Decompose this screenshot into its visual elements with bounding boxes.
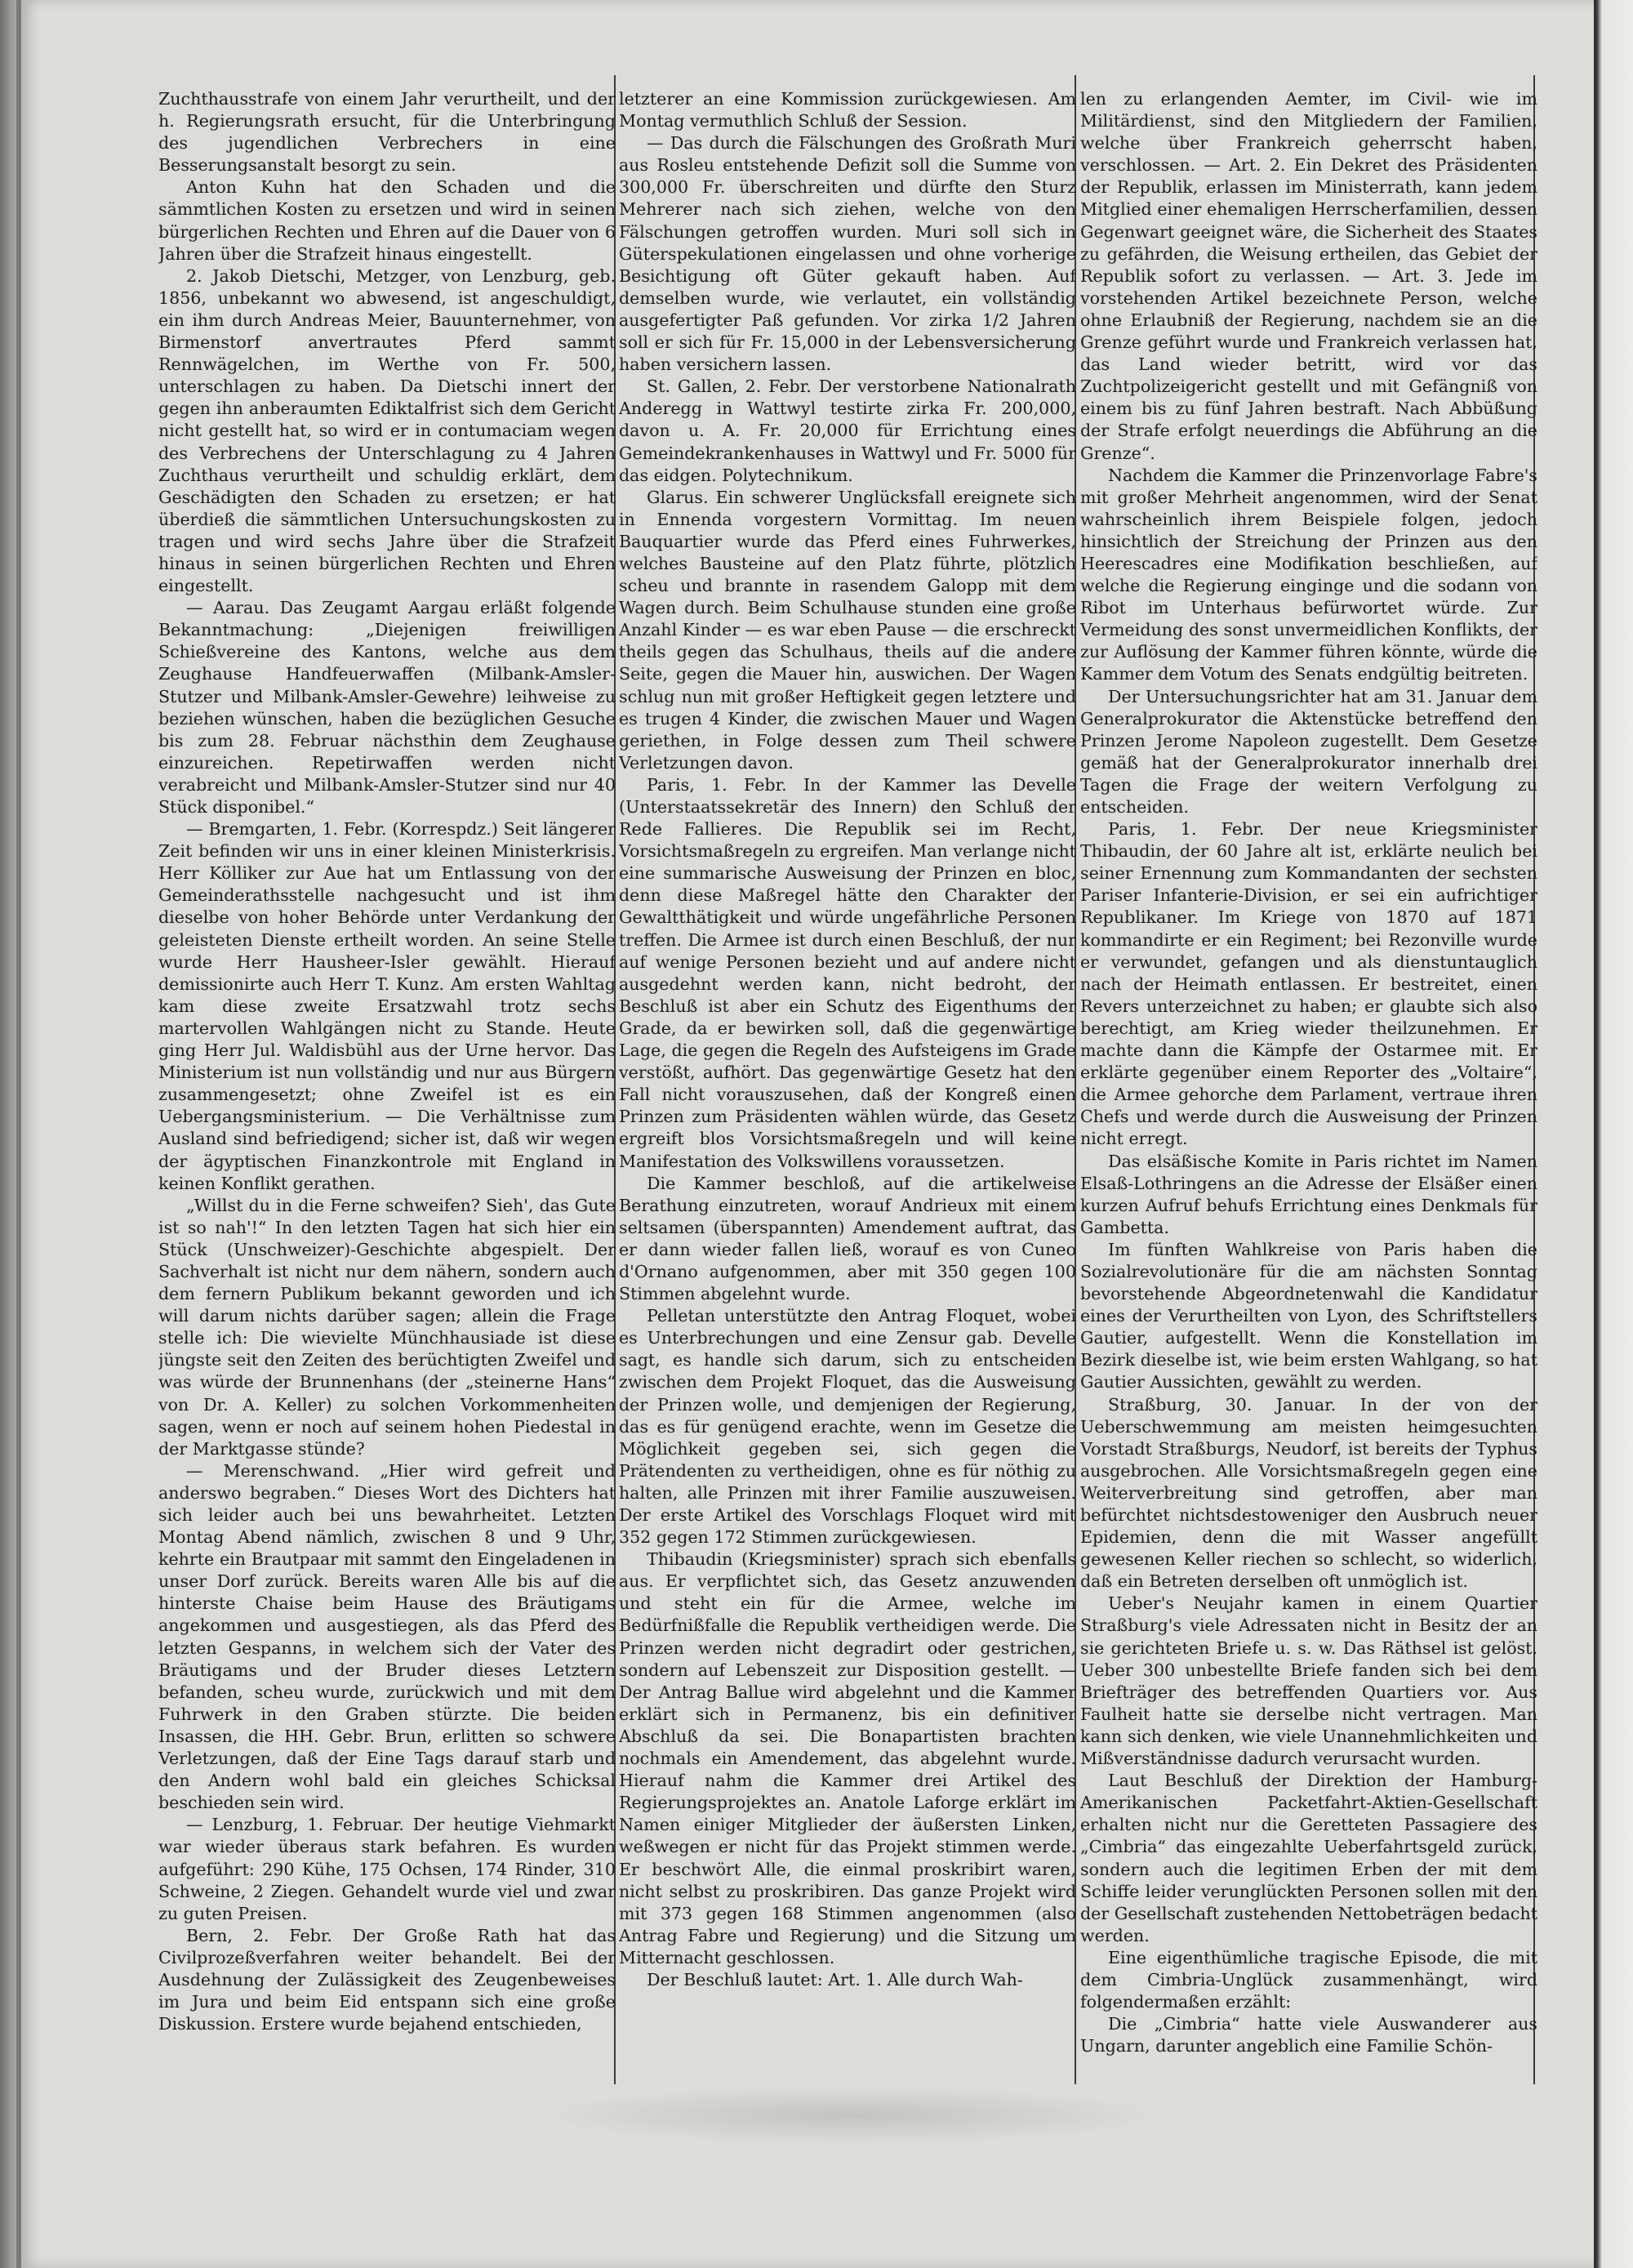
paragraph: — Aarau. Das Zeugamt Aargau erläßt folgende Bekanntmachung: „Diejenigen freiwilligen Schießvereine des Kantons, welche aus dem Zeughause Handfeuerwaffen (Milbank-Amsler-Stutzer und Milbank-Amsler-Gewehre) leihweise zu beziehen wünschen, haben die bezüglichen Gesuche bis zum 28. Februar nächsthin dem Zeughause einzureichen. Repetirwaffen werden nicht verabreicht und Milbank-Amsler-Stutzer sind nur 40 Stück disponibel.“ [158, 598, 616, 817]
paragraph: Straßburg, 30. Januar. In der von der Ueberschwemmung am meisten heimgesuchten Vorstadt Straßburgs, Neudorf, ist bereits der Typhus ausgebrochen. Alle Vorsichtsmaßregeln gegen eine Weiterverbreitung sind getroffen, aber man befürchtet nichtsdestoweniger den Ausbruch neuer Epidemien, denn die mit Wasser angefüllt gewesenen Keller riechen so schlecht, so widerlich, daß ein Betreten derselben oft unmöglich ist. [1080, 1394, 1537, 1592]
paragraph: Paris, 1. Febr. In der Kammer las Develle (Unterstaatssekretär des Innern) den Schluß der Rede Fallieres. Die Republik sei im Recht, Vorsichtsmaßregeln zu ergreifen. Man verlange nicht eine summarische Ausweisung der Prinzen en bloc, denn diese Maßregel hätte den Charakter der Gewaltthätigkeit und würde ungefährliche Personen treffen. Die Armee ist durch einen Beschluß, der nur auf wenige Personen bezieht und auf andere nicht ausgedehnt werden kann, nicht bedroht, der Beschluß ist aber ein Schutz des Eigenthums der Grade, da er bewirken soll, daß die gegenwärtige Lage, die gegen die Regeln des Aufsteigens im Grade verstößt, aufhört. Das gegenwärtige Gesetz hat den Fall nicht vorauszusehen, daß der Kongreß einen Prinzen zum Präsidenten wählen würde, das Gesetz ergreift blos Vorsichtsmaßregeln und will keine Manifestation des Volkswillens voraussetzen. [619, 774, 1076, 1171]
paragraph: Bern, 2. Febr. Der Große Rath hat das Civilprozeßverfahren weiter behandelt. Bei der Ausdehnung der Zulässigkeit des Zeugenbeweises im Jura und beim Eid entspann sich eine große Diskussion. Erstere wurde bejahend entschieden, [158, 1925, 616, 2034]
text-column-3 [1080, 88, 1537, 2081]
paragraph: Eine eigenthümliche tragische Episode, die mit dem Cimbria-Unglück zusammenhängt, wird folgendermaßen erzählt: [1080, 1947, 1537, 2012]
paragraph: Im fünften Wahlkreise von Paris haben die Sozialrevolutionäre für die am nächsten Sonntag bevorstehende Abgeordnetenwahl die Kandidatur eines der Verurtheilten von Lyon, des Schriftstellers Gautier, aufgestellt. Wenn die Konstellation im Bezirk dieselbe ist, wie beim ersten Wahlgang, so hat Gautier Aussichten, gewählt zu werden. [1080, 1239, 1537, 1392]
paragraph: 2. Jakob Dietschi, Metzger, von Lenzburg, geb. 1856, unbekannt wo abwesend, ist angeschuldigt, ein ihm durch Andreas Meier, Bauunternehmer, von Birmenstorf anvertrautes Pferd sammt Rennwägelchen, im Werthe von Fr. 500, unterschlagen zu haben. Da Dietschi innert der gegen ihn anberaumten Ediktalfrist sich dem Gericht nicht gestellt hat, so wird er in contumaciam wegen des Verbrechens der Unterschlagung zu 4 Jahren Zuchthaus verurtheilt und schuldig erklärt, dem Geschädigten den Schaden zu ersetzen; er hat überdieß die sämmtlichen Untersuchungskosten zu tragen und wird sechs Jahre über die Strafzeit hinaus in seinen bürgerlichen Rechten und Ehren eingestellt. [158, 265, 616, 596]
paragraph: — Merenschwand. „Hier wird gefreit und anderswo begraben.“ Dieses Wort des Dichters hat sich leider auch bei uns bewahrheitet. Letzten Montag Abend nämlich, zwischen 8 und 9 Uhr, kehrte ein Brautpaar mit sammt den Eingeladenen in unser Dorf zurück. Bereits waren Alle bis auf die hinterste Chaise beim Hause des Bräutigams angekommen und ausgestiegen, als das Pferd des letzten Gespanns, in welchem sich der Vater des Bräutigams und der Bruder dieses Letztern befanden, scheu wurde, zurückwich und mit dem Fuhrwerk in den Graben stürzte. Die beiden Insassen, die HH. Gebr. Brun, erlitten so schwere Verletzungen, daß der Eine Tags darauf starb und den Andern wohl bald ein gleiches Schicksal beschieden sein wird. [158, 1460, 616, 1813]
paragraph: Zuchthausstrafe von einem Jahr verurtheilt, und der h. Regierungsrath ersucht, für die Unterbringung des jugendlichen Verbrechers in eine Besserungsanstalt besorgt zu sein. [158, 89, 616, 176]
text-column-1 [158, 88, 616, 2081]
paragraph: „Willst du in die Ferne schweifen? Sieh', das Gute ist so nah'!“ In den letzten Tagen hat sich hier ein Stück (Unschweizer)-Geschichte abgespielt. Der Sachverhalt ist nicht nur dem nähern, sondern auch dem fernern Publikum bekannt geworden und ich will darum nichts darüber sagen; allein die Frage stelle ich: Die wievielte Münchhausiade ist diese jüngste seit den Zeiten des berüchtigten Zweifel und was würde der Brunnenhans (der „steinerne Hans“ von Dr. A. Keller) zu solchen Vorkommenheiten sagen, wenn er noch auf seinem hohen Piedestal in der Marktgasse stünde? [158, 1195, 616, 1459]
paragraph: Die Kammer beschloß, auf die artikelweise Berathung einzutreten, worauf Andrieux mit einem seltsamen (überspannten) Amendement auftrat, das er dann wieder fallen ließ, worauf es von Cuneo d'Ornano aufgenommen, aber mit 350 gegen 100 Stimmen abgelehnt wurde. [619, 1173, 1076, 1304]
next-page-edge [1594, 0, 1633, 2268]
paragraph: Laut Beschluß der Direktion der Hamburg-Amerikanischen Packetfahrt-Aktien-Gesellschaft erhalten nicht nur die Geretteten Passagiere des „Cimbria“ das eingezahlte Ueberfahrtsgeld zurück, sondern auch die legitimen Erben der mit dem Schiffe leider verunglückten Personen sollen mit den der Gesellschaft zustehenden Nettobeträgen bedacht werden. [1080, 1771, 1537, 1945]
paragraph: St. Gallen, 2. Febr. Der verstorbene Nationalrath Anderegg in Wattwyl testirte zirka Fr. 200,000, davon u. A. Fr. 20,000 für Errichtung eines Gemeindekrankenhauses in Wattwyl und Fr. 5000 für das eidgen. Polytechnikum. [619, 377, 1076, 485]
paragraph: Ueber's Neujahr kamen in einem Quartier Straßburg's viele Adressaten nicht in Besitz der an sie gerichteten Briefe u. s. w. Das Räthsel ist gelöst. Ueber 300 unbestellte Briefe fanden sich bei dem Briefträger des betreffenden Quartiers vor. Aus Faulheit hatte sie derselbe nicht vertragen. Man kann sich denken, wie viele Unannehmlichkeiten und Mißverständnisse dadurch verursacht wurden. [1080, 1593, 1537, 1769]
paragraph: Pelletan unterstützte den Antrag Floquet, wobei es Unterbrechungen und eine Zensur gab. Develle sagt, es handle sich darum, sich zu entscheiden zwischen dem Projekt Floquet, das die Ausweisung der Prinzen wolle, und demjenigen der Regierung, das es für genügend erachte, wenn im Gesetze die Möglichkeit gegeben sei, sich gegen die Prätendenten zu vertheidigen, ohne es für nöthig zu halten, alle Prinzen mit ihrer Familie auszuweisen. Der erste Artikel des Vorschlags Floquet wird mit 352 gegen 172 Stimmen zurückgewiesen. [619, 1306, 1076, 1548]
text-column-2 [619, 88, 1076, 2081]
paragraph: len zu erlangenden Aemter, im Civil- wie im Militärdienst, sind den Mitgliedern der Familien, welche über Frankreich geherrscht haben, verschlossen. — Art. 2. Ein Dekret des Präsidenten der Republik, erlassen im Ministerrath, kann jedem Mitglied einer ehemaligen Herrscherfamilien, dessen Gegenwart geeignet wäre, die Sicherheit des Staates zu gefährden, die Weisung ertheilen, das Gebiet der Republik sofort zu verlassen. — Art. 3. Jede im vorstehenden Artikel bezeichnete Person, welche ohne Erlaubniß der Regierung, nachdem sie an die Grenze geführt wurde und Frankreich verlassen hat, das Land wieder betritt, wird vor das Zuchtpolizeigericht gestellt und mit Gefängniß von einem bis zu fünf Jahren bestraft. Nach Abbüßung der Strafe erfolgt neuerdings die Abführung an die Grenze“. [1080, 89, 1537, 463]
binding-fold-line [16, 0, 21, 2268]
paragraph: Anton Kuhn hat den Schaden und die sämmtlichen Kosten zu ersetzen und wird in seinen bürgerlichen Rechten und Ehren auf die Dauer von 6 Jahren über die Strafzeit hinaus eingestellt. [158, 177, 616, 264]
paragraph: — Lenzburg, 1. Februar. Der heutige Viehmarkt war wieder überaus stark befahren. Es wurden aufgeführt: 290 Kühe, 175 Ochsen, 174 Rinder, 310 Schweine, 2 Ziegen. Gehandelt wurde viel und zwar zu guten Preisen. [158, 1815, 616, 1923]
paragraph: Der Untersuchungsrichter hat am 31. Januar dem Generalprokurator die Aktenstücke betreffend den Prinzen Jerome Napoleon zugestellt. Dem Gesetze gemäß hat der Generalprokurator innerhalb drei Tagen die Frage der weitern Verfolgung zu entscheiden. [1080, 686, 1537, 817]
paragraph: Paris, 1. Febr. Der neue Kriegsminister Thibaudin, der 60 Jahre alt ist, erklärte neulich bei seiner Ernennung zum Kommandanten der sechsten Pariser Infanterie-Division, er sei ein aufrichtiger Republikaner. Im Kriege von 1870 auf 1871 kommandirte er ein Regiment; bei Rezonville wurde er verwundet, gefangen und als dienstuntauglich nach der Heimath entlassen. Er bestreitet, einen Revers unterzeichnet zu haben; er glaubte sich also berechtigt, am Krieg wieder theilzunehmen. Er machte dann die Kämpfe der Ostarmee mit. Er erklärte gegenüber einem Reporter des „Voltaire“, die Armee gehorche dem Parlament, vertraue ihren Chefs und werde durch die Ausweisung der Prinzen nicht erregt. [1080, 819, 1537, 1149]
paragraph: Das elsäßische Komite in Paris richtet im Namen Elsaß-Lothringens an die Adresse der Elsäßer einen kurzen Aufruf behufs Errichtung eines Denkmals für Gambetta. [1080, 1151, 1537, 1237]
paragraph: letzterer an eine Kommission zurückgewiesen. Am Montag vermuthlich Schluß der Session. [619, 89, 1076, 131]
paragraph: Thibaudin (Kriegsminister) sprach sich ebenfalls aus. Er verpflichtet sich, das Gesetz anzuwenden und steht ein für die Armee, welche im Bedürfnißfalle die Republik vertheidigen werde. Die Prinzen werden nicht degradirt oder gestrichen, sondern auf Lebenszeit zur Disposition gestellt. — Der Antrag Ballue wird abgelehnt und die Kammer erklärt sich in Permanenz, bis ein definitiver Abschluß da sei. Die Bonapartisten brachten nochmals ein Amendement, das abgelehnt wurde. Hierauf nahm die Kammer drei Artikel des Regierungsprojektes an. Anatole Laforge erklärt im Namen einiger Mitglieder der äußersten Linken, weßwegen er nicht für das Projekt stimmen werde. Er beschwört Alle, die einmal proskribirt waren, nicht selbst zu proskribiren. Das ganze Projekt wird mit 373 gegen 168 Stimmen angenommen (also Antrag Fabre und Regierung) und die Sitzung um Mitternacht geschlossen. [619, 1549, 1076, 1967]
paragraph: Nachdem die Kammer die Prinzenvorlage Fabre's mit großer Mehrheit angenommen, wird der Senat wahrscheinlich ihrem Beispiele folgen, jedoch hinsichtlich der Streichung der Prinzen aus den Heerescadres eine Modifikation beschließen, auf welche die Regierung eingingе und die sodann von Ribot im Unterhaus befürwortet würde. Zur Vermeidung des sonst unvermeidlichen Konflikts, der zur Auflösung der Kammer führen könnte, würde die Kammer dem Votum des Senats endgültig beitreten. [1080, 465, 1537, 684]
paragraph: — Das durch die Fälschungen des Großrath Muri aus Rosleu entstehende Defizit soll die Summe von 300,000 Fr. überschreiten und dürfte den Sturz Mehrerer nach sich ziehen, welche von den Fälschungen getroffen wurden. Muri soll sich in Güterspekulationen eingelassen und ohne vorherige Besichtigung oft Güter gekauft haben. Auf demselben wurde, wie verlautet, ein vollständig ausgefertigter Paß gefunden. Vor zirka 1/2 Jahren soll er sich für Fr. 15,000 in der Lebensversicherung haben versichern lassen. [619, 133, 1076, 375]
paragraph: Glarus. Ein schwerer Unglücksfall ereignete sich in Ennenda vorgestern Vormittag. Im neuen Bauquartier wurde das Pferd eines Fuhrwerkes, welches Bausteine auf den Platz führte, plötzlich scheu und brannte in rasendem Galopp mit dem Wagen durch. Beim Schulhause stunden eine große Anzahl Kinder — es war eben Pause — die erschreckt theils gegen das Schulhaus, theils auf die andere Seite, gegen die Mauer hin, auswichen. Der Wagen schlug nun mit großer Heftigkeit gegen letztere und es trugen 4 Kinder, die zwischen Mauer und Wagen geriethen, in Folge dessen zum Theil schwere Verletzungen davon. [619, 487, 1076, 773]
ink-bleed-smudge [539, 2087, 1159, 2144]
paragraph: — Bremgarten, 1. Febr. (Korrespdz.) Seit längerer Zeit befinden wir uns in einer kleinen Ministerkrisis. Herr Kölliker zur Aue hat um Entlassung von der Gemeinderathsstelle nachgesucht und ist ihm dieselbe von hoher Behörde unter Verdankung der geleisteten Dienste ertheilt worden. An seine Stelle wurde Herr Hausheer-Isler gewählt. Hierauf demissionirte auch Herr T. Kunz. Am ersten Wahltag kam diese zweite Ersatzwahl trotz sechs martervollen Wahlgängen nicht zu Stande. Heute ging Herr Jul. Waldisbühl aus der Urne hervor. Das Ministerium ist nun vollständig und nur aus Bürgern zusammengesetzt; ohne Zweifel ist es ein Uebergangsministerium. — Die Verhältnisse zum Ausland sind befriedigend; sicher ist, daß wir wegen der ägyptischen Finanzkontrole mit England in keinen Konflikt gerathen. [158, 819, 616, 1193]
paragraph: Der Beschluß lautet: Art. 1. Alle durch Wah- [647, 1969, 1023, 1990]
paragraph: Die „Cimbria“ hatte viele Auswanderer aus Ungarn, darunter angeblich eine Familie Schön- [1080, 2014, 1537, 2056]
